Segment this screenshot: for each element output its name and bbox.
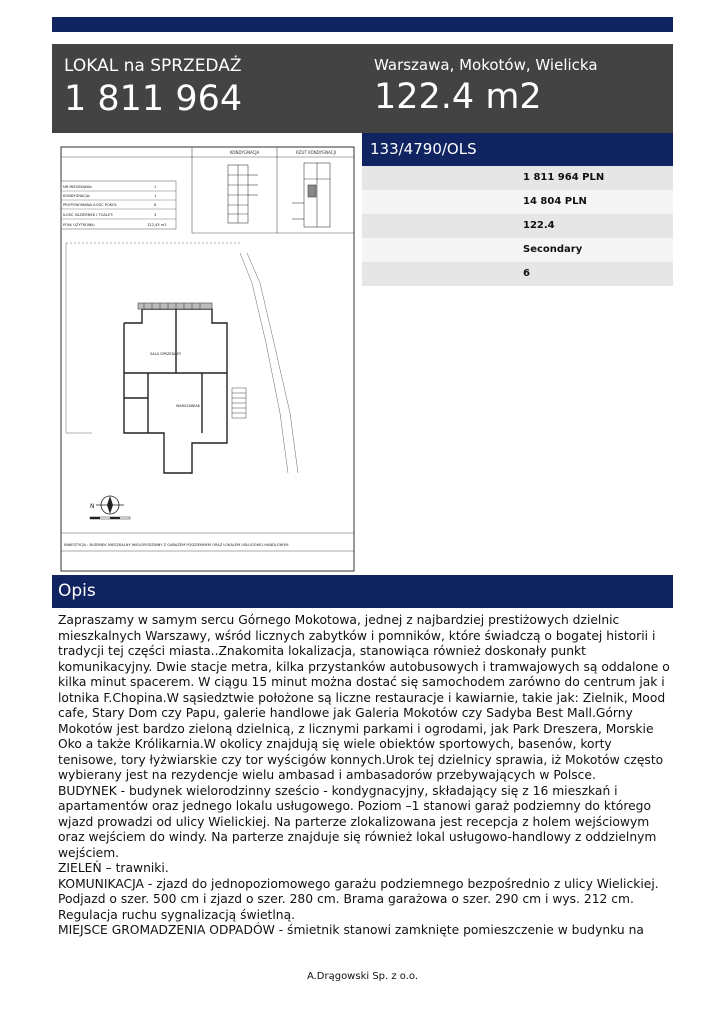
detail-market: Secondary	[362, 238, 673, 262]
description-paragraph: BUDYNEK - budynek wielorodzinny sześcio - kondygnacyjny, składający się z 16 mieszkań i apartamentów oraz jednego lokalu usługowego. Poziom –1 stanowi garaż podziemny do którego wjazd prowadzi od ulicy Wielickiej. Na parterze zlokalizowana jest recepcja z holem wejściowym oraz wejściem do windy. Na parterze znajduje się również lokal usługowo-handlowy z oddzielnym wejściem.	[58, 783, 657, 860]
table-label-5: POW. UŻYTKOWA:	[63, 223, 95, 227]
balcony-hatch	[138, 303, 212, 309]
description-paragraph: ZIELEŃ – trawniki.	[58, 861, 169, 875]
table-label-1: NR MIESZKANIA:	[63, 185, 93, 189]
listing-reference: 133/4790/OLS	[362, 133, 673, 166]
description-paragraph: KOMUNIKACJA - zjazd do jednopoziomowego garażu podziemnego bezpośrednio z ulicy Wielickiej. Podjazd o szer. 500 cm i zjazd o szer. 280 cm. Brama garażowa o szer. 290 cm i wys. 212 cm. Regulacja ruchu sygnalizacją świetlną.	[58, 876, 659, 922]
table-value-4: 3	[154, 213, 157, 217]
listing-location: Warszawa, Mokotów, Wielicka	[374, 56, 598, 74]
plan-investment-note: INWESTYCJA : BUDYNEK MIESZKALNY WIELORODZINNY Z GARAŻEM PODZIEMNYM ORAZ LOKALEM USŁUGOWO-HANDLOWYM	[64, 543, 289, 547]
description-paragraph: MIEJSCE GROMADZENIA ODPADÓW - śmietnik stanowi zamknięte pomieszczenie w budynku na	[58, 923, 644, 937]
table-label-3: PROPONOWANA ILOŚĆ POKOI:	[63, 203, 118, 207]
details-table	[362, 166, 673, 286]
room-label-main: SALA SPRZEDAŻY	[150, 352, 182, 356]
header-left	[64, 56, 242, 120]
detail-area: 122.4	[362, 214, 673, 238]
table-label-2: KONDYGNACJA:	[63, 194, 91, 198]
table-label-4: ILOŚĆ SAZIERNEK I TOALET:	[63, 213, 114, 217]
listing-area: 122.4 m2	[374, 77, 542, 117]
top-accent-bar	[52, 17, 673, 32]
listing-price: 1 811 964	[64, 79, 243, 119]
detail-rooms: 6	[362, 262, 673, 286]
listing-type: LOKAL na SPRZEDAŻ	[64, 56, 242, 76]
table-value-1: 1	[154, 185, 157, 189]
table-value-3: 6	[154, 203, 157, 207]
plan-header-right: RZUT KONDYGNACJI	[296, 150, 336, 155]
table-value-2: 1	[154, 194, 157, 198]
header-right	[374, 56, 598, 118]
floor-plan-image	[52, 133, 362, 573]
detail-price-per-m2: 14 804 PLN	[362, 190, 673, 214]
svg-text:N: N	[90, 503, 95, 510]
room-label-secondary: WARSZAWIAK	[176, 404, 201, 408]
table-value-5: 122,43 m2	[147, 223, 167, 227]
plan-header-left: KONDYGNACJA	[230, 150, 260, 155]
description-text	[58, 613, 670, 939]
footer-company: A.Drągowski Sp. z o.o.	[306, 971, 419, 982]
listing-header	[52, 44, 673, 133]
description-paragraph: Zapraszamy w samym sercu Górnego Mokotowa, jednej z najbardziej prestiżowych dzielnic mieszkalnych Warszawy, wśród licznych zabytków i pomników, które świadczą o bogatej historii i tradycji tej części miasta..Znakomita lokalizacja, stanowiąca również doskonały punkt komunikacyjny. Dwie stacje metra, kilka przystanków autobusowych i tramwajowych są oddalone o kilka minut spacerem. W ciągu 15 minut można dostać się samochodem zarówno do centrum jak i lotnika F.Chopina.W sąsiedztwie położone są liczne restauracje i kawiarnie, takie jak: Zielnik, Mood cafe, Stary Dom czy Papu, galerie handlowe jak Galeria Mokotów czy Sadyba Best Mall.Górny Mokotów jest bardzo zieloną dzielnicą, z licznymi parkami i ogrodami, jak Park Dreszera, Morskie Oko a także Królikarnia.W okolicy znajdują się wiele obiektów sportowych, basenów, korty tenisowe, tory łyżwiarskie czy tor wyścigów konnych.Urok tej dzielnicy sprawia, iż Mokotów często wybierany jest na rezydencje wielu ambasad i ambasadorów przebywających w Polsce.	[58, 613, 670, 782]
section-title-description: Opis	[52, 575, 673, 608]
detail-total-price: 1 811 964 PLN	[362, 166, 673, 190]
